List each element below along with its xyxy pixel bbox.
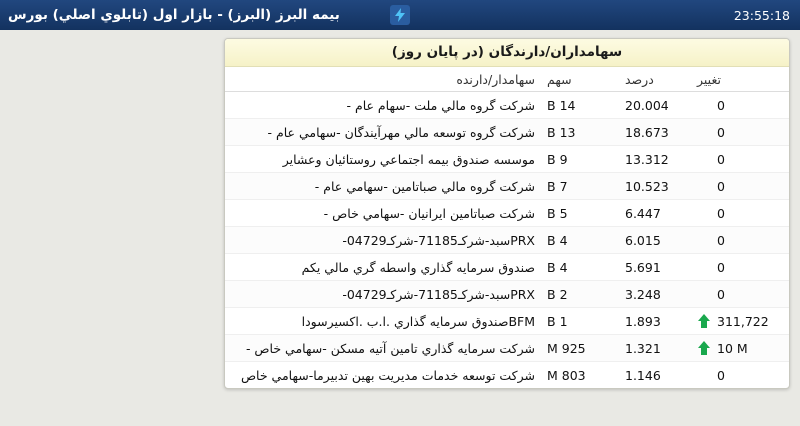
column-header-percent[interactable]: درصد (619, 67, 691, 92)
table-row[interactable] (225, 119, 789, 146)
cell-share: 1 B (541, 308, 619, 335)
cell-share: 2 B (541, 281, 619, 308)
column-header-share[interactable]: سهم (541, 67, 619, 92)
table-row[interactable] (225, 227, 789, 254)
cell-holder-name: PRXسبد-شرکـ71185-شرکـ04729- (225, 281, 541, 308)
table-body (225, 92, 789, 389)
table-row[interactable] (225, 281, 789, 308)
change-value: 0 (717, 124, 725, 140)
cell-holder-name: شرکت گروه مالي ملت -سهام عام - (225, 92, 541, 119)
cell-percent: 10.523 (619, 173, 691, 200)
cell-share: 7 B (541, 173, 619, 200)
cell-change (691, 119, 789, 146)
cell-share: 14 B (541, 92, 619, 119)
cell-percent: 6.015 (619, 227, 691, 254)
cell-share: 13 B (541, 119, 619, 146)
no-change-icon (697, 259, 711, 275)
cell-percent: 6.447 (619, 200, 691, 227)
arrow-up-icon (697, 313, 711, 329)
cell-holder-name: شرکت گروه مالي صباتامين -سهامي عام - (225, 173, 541, 200)
table-row[interactable] (225, 146, 789, 173)
cell-holder-name: موسسه صندوق بيمه اجتماعي روستائيان وعشاير (225, 146, 541, 173)
column-header-change[interactable]: تغییر (691, 67, 789, 92)
arrow-up-icon (697, 340, 711, 356)
cell-holder-name: صندوق سرمايه گذاري واسطه گري مالي يکم (225, 254, 541, 281)
change-value: 10 M (717, 340, 748, 356)
lightning-bolt-icon[interactable] (390, 5, 410, 25)
cell-percent: 3.248 (619, 281, 691, 308)
cell-share: 803 M (547, 367, 586, 383)
change-value: 0 (717, 367, 725, 383)
table-row[interactable] (225, 335, 789, 362)
cell-share: 5 B (541, 200, 619, 227)
no-change-icon (697, 124, 711, 140)
shareholders-table (225, 67, 789, 388)
cell-holder-name: شرکت صباتامين ايرانيان -سهامي خاص - (225, 200, 541, 227)
table-row[interactable] (225, 173, 789, 200)
change-value: 0 (717, 205, 725, 221)
cell-share: 9 B (541, 146, 619, 173)
cell-holder-name: شرکت گروه توسعه مالي مهرآيندگان -سهامي عام - (225, 119, 541, 146)
table-row[interactable] (225, 200, 789, 227)
cell-holder-name: شرکت توسعه خدمات مديريت بهين تدبيرما-سهامي خاص (240, 367, 535, 383)
cell-change (691, 92, 789, 119)
cell-share: 4 B (541, 227, 619, 254)
change-value: 0 (717, 232, 725, 248)
table-row[interactable] (225, 254, 789, 281)
cell-holder-name: BFMصندوق سرمايه گذاري .ا.ب .اکسيرسودا (225, 308, 541, 335)
no-change-icon (697, 97, 711, 113)
no-change-icon (697, 286, 711, 302)
no-change-icon (697, 205, 711, 221)
cell-change (691, 281, 789, 308)
change-value: 0 (717, 178, 725, 194)
cell-percent: 20.004 (619, 92, 691, 119)
clock-label: 23:55:18 (733, 7, 790, 23)
cell-change (691, 173, 789, 200)
cell-change (691, 146, 789, 173)
no-change-icon (697, 367, 711, 383)
cell-change (691, 308, 789, 335)
change-value: 311,722 (717, 313, 769, 329)
cell-holder-name: شرکت سرمايه گذاري تامين آتيه مسکن -سهامي خاص - (225, 335, 541, 362)
cell-percent: 13.312 (619, 146, 691, 173)
cell-change (691, 362, 789, 389)
panel-title: سهامداران/دارندگان (در پایان روز) (225, 39, 789, 67)
cell-percent: 5.691 (619, 254, 691, 281)
topbar-left-group (734, 8, 790, 23)
change-value: 0 (717, 259, 725, 275)
cell-percent: 1.893 (619, 308, 691, 335)
change-value: 0 (717, 97, 725, 113)
cell-percent: 1.146 (625, 367, 661, 383)
page-title: بیمه البرز (البرز) - بازار اول (تابلوي اصلي) بورس (8, 7, 340, 23)
cell-change (691, 200, 789, 227)
column-header-name[interactable]: سهامدار/دارنده (225, 67, 541, 92)
shareholders-panel (224, 38, 790, 389)
table-row[interactable] (225, 92, 789, 119)
cell-change (691, 335, 789, 362)
cell-percent: 18.673 (619, 119, 691, 146)
table-row[interactable] (225, 362, 789, 389)
no-change-icon (697, 151, 711, 167)
cell-share: 925 M (541, 335, 619, 362)
no-change-icon (697, 232, 711, 248)
app-title-bar (0, 0, 800, 30)
table-header-row (225, 67, 789, 92)
cell-share: 4 B (541, 254, 619, 281)
change-value: 0 (717, 151, 725, 167)
cell-change (691, 227, 789, 254)
cell-percent: 1.321 (619, 335, 691, 362)
change-value: 0 (717, 286, 725, 302)
table-row[interactable] (225, 308, 789, 335)
cell-holder-name: PRXسبد-شرکـ71185-شرکـ04729- (225, 227, 541, 254)
no-change-icon (697, 178, 711, 194)
cell-change (691, 254, 789, 281)
table-header (225, 67, 789, 92)
